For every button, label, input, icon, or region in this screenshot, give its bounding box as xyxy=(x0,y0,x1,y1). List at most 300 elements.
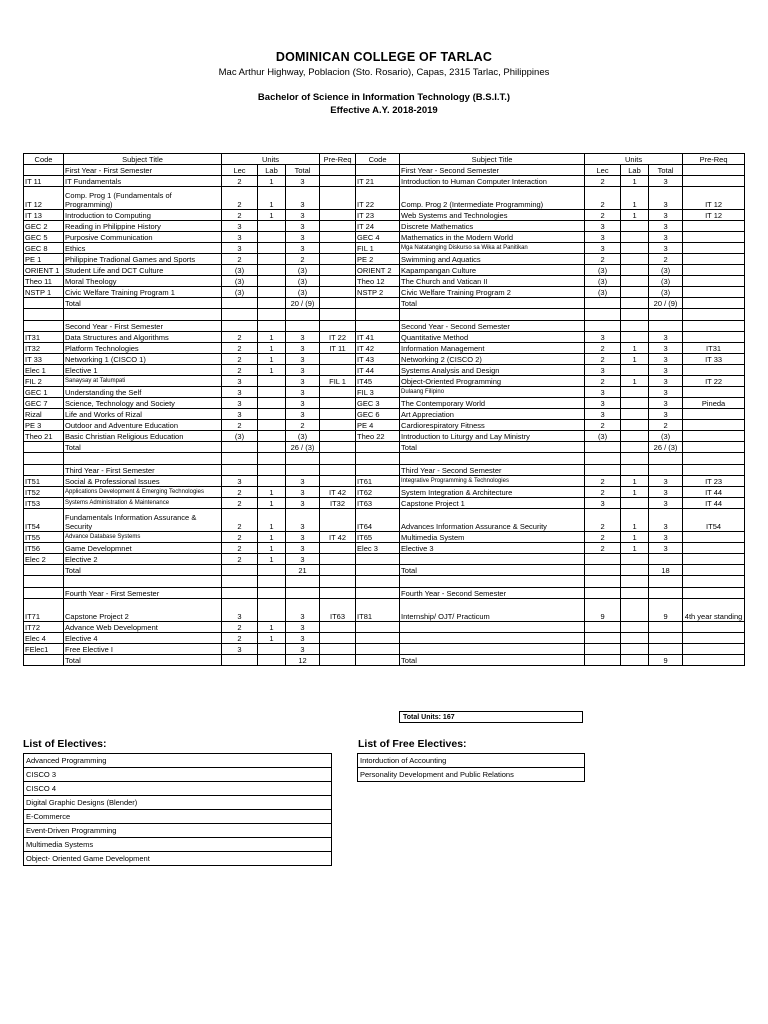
table-row xyxy=(24,453,745,465)
table-cell: Total xyxy=(64,298,222,309)
table-cell xyxy=(683,532,745,543)
table-cell xyxy=(24,165,64,176)
table-cell xyxy=(320,622,356,633)
table-cell: 3 xyxy=(286,221,320,232)
table-cell: 12 xyxy=(286,655,320,666)
table-cell: 3 xyxy=(649,176,683,187)
table-cell xyxy=(683,254,745,265)
table-cell xyxy=(24,298,64,309)
table-cell: GEC 6 xyxy=(356,409,400,420)
table-row xyxy=(24,354,745,365)
table-cell xyxy=(286,576,320,588)
table-cell: Lec xyxy=(222,165,258,176)
table-cell xyxy=(320,232,356,243)
table-cell: 3 xyxy=(222,243,258,254)
table-cell: Ethics xyxy=(64,243,222,254)
table-cell xyxy=(356,588,400,599)
table-cell xyxy=(683,287,745,298)
table-row xyxy=(24,476,745,487)
table-cell xyxy=(258,376,286,387)
table-cell: 1 xyxy=(621,354,649,365)
table-cell: Total xyxy=(400,442,585,453)
table-cell xyxy=(258,442,286,453)
table-cell xyxy=(24,309,64,321)
table-cell xyxy=(320,576,356,588)
table-cell xyxy=(320,465,356,476)
table-cell: IT31 xyxy=(683,343,745,354)
table-row xyxy=(24,287,745,298)
table-cell: 3 xyxy=(222,476,258,487)
table-cell: Total xyxy=(400,655,585,666)
table-cell xyxy=(683,543,745,554)
table-cell: Advance Web Development xyxy=(64,622,222,633)
table-cell: IT 24 xyxy=(356,221,400,232)
table-cell: IT81 xyxy=(356,599,400,622)
table-cell xyxy=(320,565,356,576)
list-item xyxy=(24,810,332,824)
table-cell: Understanding the Self xyxy=(64,387,222,398)
table-cell: Comp. Prog 2 (Intermediate Programming) xyxy=(400,187,585,210)
table-cell: 2 xyxy=(585,509,621,532)
table-cell xyxy=(683,420,745,431)
table-cell xyxy=(258,476,286,487)
table-cell: Total xyxy=(400,298,585,309)
table-cell xyxy=(258,254,286,265)
table-cell xyxy=(649,622,683,633)
table-cell: PE 4 xyxy=(356,420,400,431)
table-row xyxy=(24,655,745,666)
table-row xyxy=(24,221,745,232)
table-cell xyxy=(320,442,356,453)
table-cell xyxy=(400,453,585,465)
table-cell: Theo 11 xyxy=(24,276,64,287)
table-cell: Mathematics in the Modern World xyxy=(400,232,585,243)
list-item xyxy=(24,768,332,782)
table-row xyxy=(24,165,745,176)
list-item xyxy=(24,796,332,810)
table-cell xyxy=(683,554,745,565)
table-cell xyxy=(621,644,649,655)
table-cell: 2 xyxy=(222,176,258,187)
table-cell xyxy=(222,655,258,666)
table-cell: 3 xyxy=(286,509,320,532)
table-cell xyxy=(24,442,64,453)
table-row xyxy=(24,254,745,265)
table-cell: 1 xyxy=(258,365,286,376)
table-cell: FIL 1 xyxy=(320,376,356,387)
table-cell: IT 42 xyxy=(356,343,400,354)
table-row xyxy=(24,442,745,453)
table-cell: 1 xyxy=(621,487,649,498)
table-cell xyxy=(356,298,400,309)
table-cell xyxy=(356,465,400,476)
table-cell: Quantitative Method xyxy=(400,332,585,343)
table-cell xyxy=(258,221,286,232)
table-cell xyxy=(320,644,356,655)
table-cell xyxy=(320,554,356,565)
table-cell xyxy=(320,165,356,176)
table-cell xyxy=(683,276,745,287)
table-cell: 3 xyxy=(222,599,258,622)
table-cell: 3 xyxy=(222,398,258,409)
table-cell xyxy=(24,588,64,599)
table-cell xyxy=(222,565,258,576)
table-cell: 1 xyxy=(258,509,286,532)
table-cell xyxy=(683,453,745,465)
table-cell xyxy=(683,221,745,232)
table-cell xyxy=(621,332,649,343)
table-cell: IT 33 xyxy=(683,354,745,365)
table-cell: Reading in Philippine History xyxy=(64,221,222,232)
table-cell: IT 11 xyxy=(24,176,64,187)
table-cell xyxy=(320,276,356,287)
list-item xyxy=(358,754,585,768)
table-cell: Civic Welfare Training Program 1 xyxy=(64,287,222,298)
table-cell: Multimedia System xyxy=(400,532,585,543)
table-cell xyxy=(585,453,621,465)
table-cell: 2 xyxy=(585,210,621,221)
table-cell xyxy=(683,265,745,276)
table-cell xyxy=(286,588,320,599)
table-cell xyxy=(649,633,683,644)
table-cell: 2 xyxy=(222,509,258,532)
table-cell xyxy=(683,565,745,576)
table-cell: Third Year - Second Semester xyxy=(400,465,585,476)
table-cell xyxy=(683,588,745,599)
table-cell: 3 xyxy=(649,187,683,210)
table-cell xyxy=(258,655,286,666)
table-cell: IT31 xyxy=(24,332,64,343)
table-cell: IT 23 xyxy=(683,476,745,487)
table-cell: GEC 5 xyxy=(24,232,64,243)
table-cell: Internship/ OJT/ Practicum xyxy=(400,599,585,622)
table-cell: 3 xyxy=(286,376,320,387)
table-cell: 2 xyxy=(585,476,621,487)
table-cell xyxy=(222,588,258,599)
table-cell xyxy=(222,321,258,332)
table-cell: 3 xyxy=(222,221,258,232)
table-cell xyxy=(320,176,356,187)
table-cell: IT Fundamentals xyxy=(64,176,222,187)
table-row xyxy=(24,565,745,576)
table-cell xyxy=(320,387,356,398)
table-cell: 1 xyxy=(258,622,286,633)
table-row xyxy=(24,187,745,210)
table-cell xyxy=(621,554,649,565)
table-cell: 3 xyxy=(649,532,683,543)
list-item-label: Advanced Programming xyxy=(24,754,332,768)
list-item xyxy=(24,852,332,866)
table-cell xyxy=(222,465,258,476)
table-cell: 2 xyxy=(222,487,258,498)
table-row xyxy=(24,588,745,599)
table-cell xyxy=(258,644,286,655)
table-cell: 3 xyxy=(649,376,683,387)
table-row xyxy=(24,265,745,276)
table-cell xyxy=(320,210,356,221)
table-row xyxy=(24,332,745,343)
table-cell xyxy=(400,309,585,321)
table-cell xyxy=(621,588,649,599)
table-cell: Introduction to Liturgy and Lay Ministry xyxy=(400,431,585,442)
table-cell: Philippine Tradional Games and Sports xyxy=(64,254,222,265)
table-cell xyxy=(649,465,683,476)
table-cell: Integrative Programming & Technologies xyxy=(400,476,585,487)
list-item xyxy=(24,824,332,838)
table-cell: IT53 xyxy=(24,498,64,509)
table-cell: IT61 xyxy=(356,476,400,487)
table-cell xyxy=(320,254,356,265)
table-cell: Lab xyxy=(258,165,286,176)
table-cell: 3 xyxy=(649,498,683,509)
table-row xyxy=(24,465,745,476)
table-cell: IT62 xyxy=(356,487,400,498)
table-cell xyxy=(258,465,286,476)
table-cell: IT45 xyxy=(356,376,400,387)
table-cell: NSTP 2 xyxy=(356,287,400,298)
table-cell: Game Developmnet xyxy=(64,543,222,554)
list-item-label: Event-Driven Programming xyxy=(24,824,332,838)
table-cell: Life and Works of Rizal xyxy=(64,409,222,420)
table-cell: (3) xyxy=(585,431,621,442)
table-row xyxy=(24,576,745,588)
table-cell xyxy=(621,365,649,376)
table-cell xyxy=(258,232,286,243)
table-cell: 1 xyxy=(621,210,649,221)
table-cell: IT 44 xyxy=(356,365,400,376)
table-cell: 3 xyxy=(585,365,621,376)
table-cell xyxy=(320,321,356,332)
table-cell: 3 xyxy=(286,532,320,543)
table-cell: Comp. Prog 1 (Fundamentals of Programming) xyxy=(64,187,222,210)
table-cell: 20 / (9) xyxy=(286,298,320,309)
table-cell xyxy=(621,409,649,420)
table-cell xyxy=(400,554,585,565)
col-title: Subject Title xyxy=(64,154,222,165)
table-cell xyxy=(621,565,649,576)
list-item-label: CISCO 3 xyxy=(24,768,332,782)
table-cell: 1 xyxy=(621,509,649,532)
col-code: Code xyxy=(24,154,64,165)
table-cell xyxy=(585,655,621,666)
table-cell xyxy=(258,387,286,398)
table-cell: Elec 3 xyxy=(356,543,400,554)
table-cell: First Year - Second Semester xyxy=(400,165,585,176)
table-cell xyxy=(286,321,320,332)
table-cell xyxy=(585,565,621,576)
table-cell: 1 xyxy=(258,554,286,565)
table-cell xyxy=(222,453,258,465)
table-cell: 1 xyxy=(621,376,649,387)
table-cell xyxy=(683,165,745,176)
table-cell xyxy=(585,298,621,309)
table-cell: The Church and Vatican II xyxy=(400,276,585,287)
table-cell: 3 xyxy=(649,509,683,532)
table-cell xyxy=(24,453,64,465)
table-row xyxy=(24,176,745,187)
table-cell xyxy=(24,465,64,476)
table-cell: FIL 3 xyxy=(356,387,400,398)
list-item xyxy=(24,838,332,852)
table-row xyxy=(24,232,745,243)
curriculum-table xyxy=(23,153,745,666)
table-cell: Discrete Mathematics xyxy=(400,221,585,232)
table-cell xyxy=(683,387,745,398)
table-cell: 3 xyxy=(649,398,683,409)
table-cell xyxy=(683,321,745,332)
table-cell: 3 xyxy=(286,343,320,354)
table-cell: Total xyxy=(649,165,683,176)
table-cell xyxy=(585,309,621,321)
table-cell: 1 xyxy=(258,332,286,343)
table-cell: Capstone Project 2 xyxy=(64,599,222,622)
table-cell: (3) xyxy=(222,265,258,276)
table-row xyxy=(24,554,745,565)
table-cell: IT51 xyxy=(24,476,64,487)
table-cell: 3 xyxy=(286,176,320,187)
table-cell xyxy=(222,442,258,453)
table-row xyxy=(24,210,745,221)
table-cell: Theo 12 xyxy=(356,276,400,287)
table-row xyxy=(24,420,745,431)
list-item xyxy=(24,782,332,796)
table-cell: (3) xyxy=(286,265,320,276)
table-cell: (3) xyxy=(222,276,258,287)
table-cell xyxy=(649,588,683,599)
table-cell: 3 xyxy=(649,387,683,398)
effective-year: Effective A.Y. 2018-2019 xyxy=(330,105,438,116)
program-title: Bachelor of Science in Information Technology (B.S.I.T.) xyxy=(257,92,511,103)
table-row xyxy=(24,387,745,398)
table-cell: 1 xyxy=(621,532,649,543)
table-cell: GEC 2 xyxy=(24,221,64,232)
table-row xyxy=(24,644,745,655)
table-cell: IT 22 xyxy=(320,332,356,343)
list-item-label: Digital Graphic Designs (Blender) xyxy=(24,796,332,810)
table-cell: IT 22 xyxy=(356,187,400,210)
table-cell: Art Appreciation xyxy=(400,409,585,420)
table-cell xyxy=(649,321,683,332)
table-cell: Introduction to Computing xyxy=(64,210,222,221)
table-cell xyxy=(621,321,649,332)
table-cell xyxy=(258,409,286,420)
table-cell: IT 41 xyxy=(356,332,400,343)
table-cell: IT 13 xyxy=(24,210,64,221)
table-cell: Advance Database Systems xyxy=(64,532,222,543)
table-cell: 1 xyxy=(258,210,286,221)
free-electives-title: List of Free Electives: xyxy=(358,738,467,750)
table-cell xyxy=(64,576,222,588)
table-cell: (3) xyxy=(585,265,621,276)
table-cell: 1 xyxy=(258,354,286,365)
table-cell: Kapampangan Culture xyxy=(400,265,585,276)
curriculum-body xyxy=(24,165,745,666)
table-cell: NSTP 1 xyxy=(24,287,64,298)
table-cell: Mga Natatanging Diskurso sa Wika at Panitikan xyxy=(400,243,585,254)
table-cell: PE 3 xyxy=(24,420,64,431)
table-row xyxy=(24,343,745,354)
list-item-label: Personality Development and Public Relations xyxy=(358,768,585,782)
table-cell xyxy=(64,453,222,465)
table-cell: 2 xyxy=(585,532,621,543)
table-cell xyxy=(258,565,286,576)
table-cell: 3 xyxy=(649,243,683,254)
table-cell xyxy=(258,398,286,409)
table-cell: Theo 22 xyxy=(356,431,400,442)
table-cell: 3 xyxy=(585,398,621,409)
table-cell: 1 xyxy=(621,543,649,554)
table-cell xyxy=(356,165,400,176)
table-cell: (3) xyxy=(286,431,320,442)
table-cell: IT54 xyxy=(683,509,745,532)
table-cell xyxy=(585,622,621,633)
table-cell: Outdoor and Adventure Education xyxy=(64,420,222,431)
table-cell xyxy=(320,655,356,666)
table-cell: 20 / (9) xyxy=(649,298,683,309)
table-cell xyxy=(258,276,286,287)
table-cell xyxy=(286,465,320,476)
table-cell: First Year - First Semester xyxy=(64,165,222,176)
table-cell: 3 xyxy=(649,365,683,376)
table-cell xyxy=(320,287,356,298)
table-cell: Student Life and DCT Culture xyxy=(64,265,222,276)
table-cell xyxy=(258,431,286,442)
table-cell xyxy=(258,309,286,321)
table-cell xyxy=(649,576,683,588)
table-cell: 3 xyxy=(649,221,683,232)
table-cell: 2 xyxy=(585,420,621,431)
table-cell xyxy=(320,588,356,599)
table-cell xyxy=(286,453,320,465)
col-title: Subject Title xyxy=(400,154,585,165)
table-cell: 1 xyxy=(258,187,286,210)
table-cell xyxy=(258,576,286,588)
table-cell: Elective 1 xyxy=(64,365,222,376)
table-cell: Purposive Communication xyxy=(64,232,222,243)
table-cell xyxy=(621,309,649,321)
table-cell xyxy=(258,243,286,254)
table-cell: 2 xyxy=(222,187,258,210)
table-cell: IT 33 xyxy=(24,354,64,365)
table-cell: 3 xyxy=(585,221,621,232)
list-item xyxy=(24,754,332,768)
table-cell: 1 xyxy=(621,476,649,487)
table-cell: ORIENT 1 xyxy=(24,265,64,276)
table-cell xyxy=(585,588,621,599)
table-cell xyxy=(621,622,649,633)
table-cell: GEC 1 xyxy=(24,387,64,398)
table-cell xyxy=(683,622,745,633)
table-cell: Total xyxy=(400,565,585,576)
table-cell xyxy=(585,321,621,332)
list-item-label: Intorduction of Accounting xyxy=(358,754,585,768)
table-cell: 3 xyxy=(286,554,320,565)
table-cell: 1 xyxy=(621,176,649,187)
table-cell: 2 xyxy=(222,254,258,265)
table-cell: Moral Theology xyxy=(64,276,222,287)
table-cell: 2 xyxy=(585,354,621,365)
table-cell: Networking 2 (CISCO 2) xyxy=(400,354,585,365)
table-cell: 1 xyxy=(258,532,286,543)
table-cell: 3 xyxy=(286,232,320,243)
table-cell xyxy=(258,321,286,332)
table-cell: IT 23 xyxy=(356,210,400,221)
table-cell xyxy=(356,321,400,332)
table-cell: Total xyxy=(64,442,222,453)
table-cell: 3 xyxy=(649,343,683,354)
school-name: DOMINICAN COLLEGE OF TARLAC xyxy=(275,50,493,64)
table-cell: 3 xyxy=(286,365,320,376)
